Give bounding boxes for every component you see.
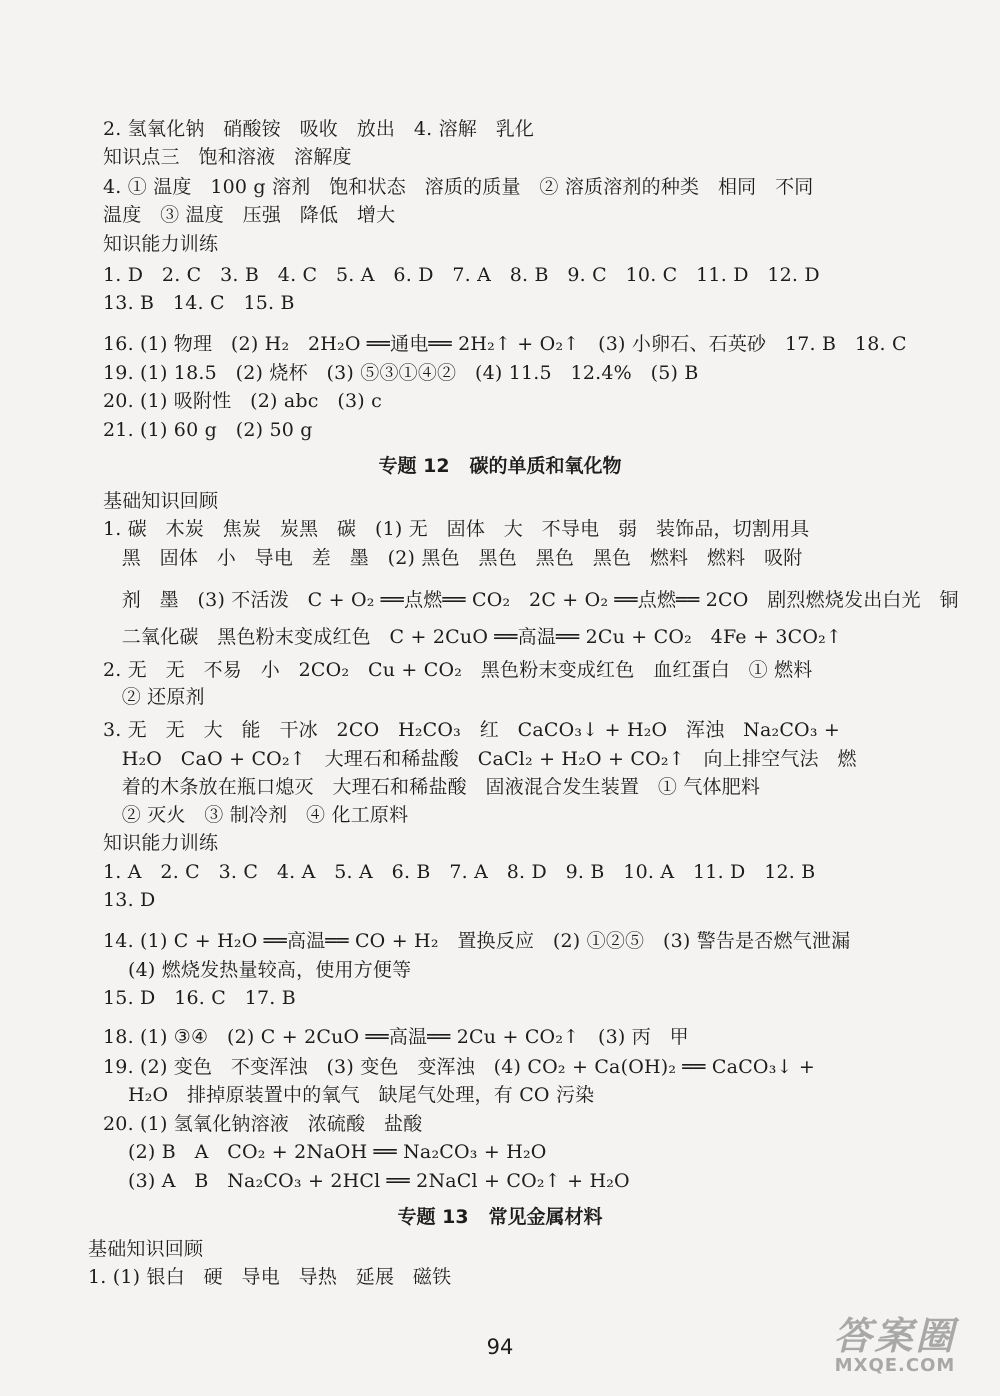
text-line: 1. (1) 银白 硬 导电 导热 延展 磁铁 bbox=[88, 1266, 452, 1288]
text-line: (4) 燃烧发热量较高，使用方便等 bbox=[103, 959, 412, 981]
text-line: 2. 氢氧化钠 硝酸铵 吸收 放出 4. 溶解 乳化 bbox=[103, 118, 535, 140]
text-line: 1. D 2. C 3. B 4. C 5. A 6. D 7. A 8. B 9. C 10. C 11. D 12. D bbox=[103, 264, 820, 286]
watermark-url: MXQE.COM bbox=[834, 1355, 956, 1376]
text-line: 1. A 2. C 3. C 4. A 5. A 6. B 7. A 8. D 9. B 10. A 11. D 12. B bbox=[103, 861, 816, 883]
text-line: 13. D bbox=[103, 889, 156, 911]
section-heading: 专题 12 碳的单质和氧化物 bbox=[378, 455, 622, 477]
text-line: 14. (1) C + H₂O ══高温══ CO + H₂ 置换反应 (2) ①②⑤ (3) 警告是否燃气泄漏 bbox=[103, 930, 851, 952]
watermark-logo bbox=[810, 1316, 980, 1382]
text-line: 基础知识回顾 bbox=[88, 1238, 204, 1260]
text-line: 黑 固体 小 导电 差 墨 (2) 黑色 黑色 黑色 黑色 燃料 燃料 吸附 bbox=[103, 547, 803, 569]
text-line: 剂 墨 (3) 不活泼 C + O₂ ══点燃══ CO₂ 2C + O₂ ══点燃══ 2CO 剧烈燃烧发出白光 铜 bbox=[103, 589, 959, 611]
text-line: ② 灭火 ③ 制冷剂 ④ 化工原料 bbox=[103, 804, 409, 826]
text-line: H₂O 排掉原装置中的氧气 缺尾气处理，有 CO 污染 bbox=[103, 1084, 595, 1106]
text-line: 19. (2) 变色 不变浑浊 (3) 变色 变浑浊 (4) CO₂ + Ca(OH)₂ ══ CaCO₃↓ + bbox=[103, 1056, 816, 1078]
text-line: 知识能力训练 bbox=[103, 832, 219, 854]
text-line: 18. (1) ③④ (2) C + 2CuO ══高温══ 2Cu + CO₂↑ (3) 丙 甲 bbox=[103, 1026, 689, 1048]
text-line: 2. 无 无 不易 小 2CO₂ Cu + CO₂ 黑色粉末变成红色 血红蛋白 ① 燃料 bbox=[103, 659, 813, 681]
text-line: 着的木条放在瓶口熄灭 大理石和稀盐酸 固液混合发生装置 ① 气体肥料 bbox=[103, 776, 761, 798]
text-line: H₂O CaO + CO₂↑ 大理石和稀盐酸 CaCl₂ + H₂O + CO₂↑ 向上排空气法 燃 bbox=[103, 748, 857, 770]
section-heading: 专题 13 常见金属材料 bbox=[397, 1206, 603, 1228]
text-line: 4. ① 温度 100 g 溶剂 饱和状态 溶质的质量 ② 溶质溶剂的种类 相同 不同 bbox=[103, 176, 814, 198]
text-line: 13. B 14. C 15. B bbox=[103, 292, 295, 314]
text-line: 15. D 16. C 17. B bbox=[103, 987, 296, 1009]
text-line: 知识点三 饱和溶液 溶解度 bbox=[103, 146, 352, 168]
text-line: 16. (1) 物理 (2) H₂ 2H₂O ══通电══ 2H₂↑ + O₂↑ (3) 小卵石、石英砂 17. B 18. C bbox=[103, 333, 907, 355]
text-line: (2) B A CO₂ + 2NaOH ══ Na₂CO₃ + H₂O bbox=[103, 1141, 547, 1163]
page-number: 94 bbox=[486, 1335, 514, 1359]
text-line: 知识能力训练 bbox=[103, 233, 219, 255]
text-line: 20. (1) 吸附性 (2) abc (3) c bbox=[103, 390, 382, 412]
text-line: ② 还原剂 bbox=[103, 686, 205, 708]
text-line: 1. 碳 木炭 焦炭 炭黑 碳 (1) 无 固体 大 不导电 弱 装饰品，切割用具 bbox=[103, 518, 810, 540]
text-line: (3) A B Na₂CO₃ + 2HCl ══ 2NaCl + CO₂↑ + H₂O bbox=[103, 1170, 630, 1192]
text-line: 基础知识回顾 bbox=[103, 490, 219, 512]
text-line: 19. (1) 18.5 (2) 烧杯 (3) ⑤③①④② (4) 11.5 12.4% (5) B bbox=[103, 362, 699, 384]
text-line: 二氧化碳 黑色粉末变成红色 C + 2CuO ══高温══ 2Cu + CO₂ 4Fe + 3CO₂↑ bbox=[103, 626, 843, 648]
text-line: 温度 ③ 温度 压强 降低 增大 bbox=[103, 204, 396, 226]
text-line: 20. (1) 氢氧化钠溶液 浓硫酸 盐酸 bbox=[103, 1113, 423, 1135]
text-line: 21. (1) 60 g (2) 50 g bbox=[103, 419, 313, 441]
watermark-text: 答案圈 bbox=[833, 1314, 957, 1358]
text-line: 3. 无 无 大 能 干冰 2CO H₂CO₃ 红 CaCO₃↓ + H₂O 浑浊 Na₂CO₃ + bbox=[103, 719, 841, 741]
